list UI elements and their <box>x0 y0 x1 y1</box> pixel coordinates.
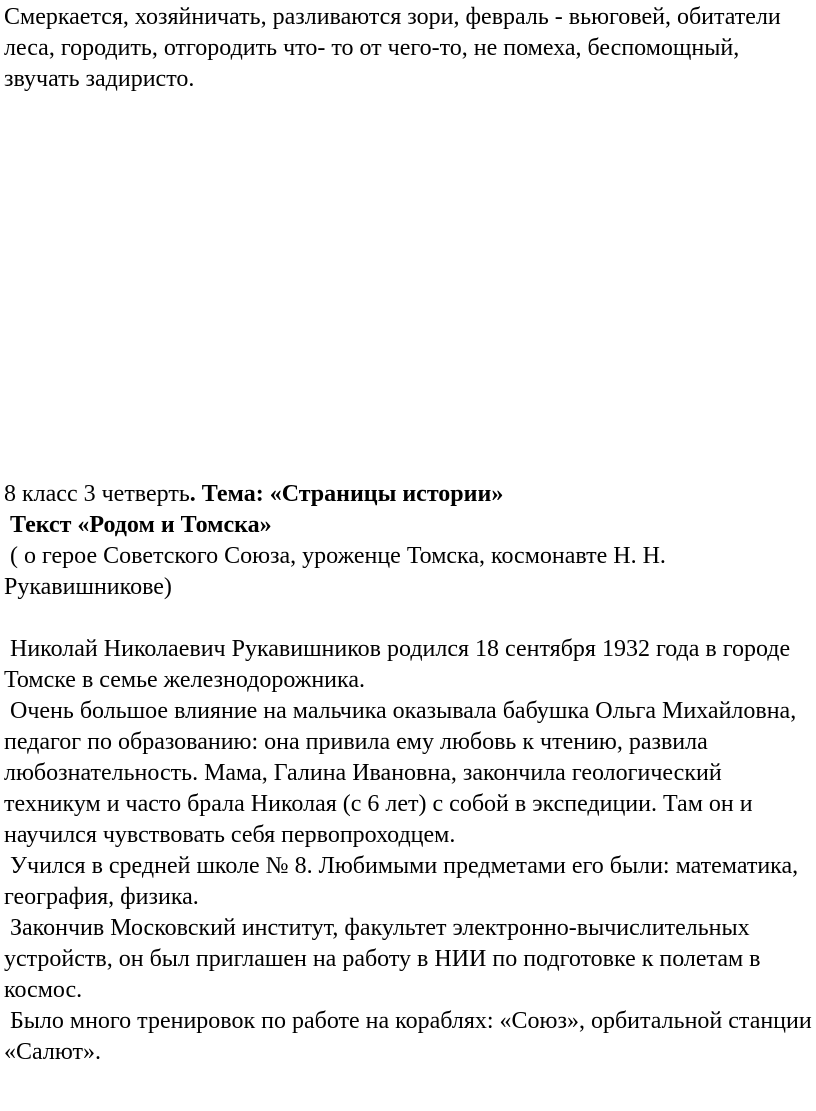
lesson-block <box>4 479 812 1068</box>
vocabulary-block <box>4 2 812 95</box>
subtitle-label: ( о герое Советского Союза, уроженце Томска, космонавте Н. Н. Рукавишникове) <box>4 543 666 600</box>
text-title <box>4 510 812 541</box>
vocabulary-paragraph: Смеркается, хозяйничать, разливаются зори, февраль - вьюговей, обитатели леса, городить, отгородить что- то от чего-то, не помеха, беспомощный, звучать задиристо. <box>4 4 781 92</box>
subtitle <box>4 541 812 603</box>
paragraph-family <box>4 696 812 851</box>
topic-title: . Тема: «Страницы истории» <box>189 481 504 507</box>
paragraph-training <box>4 1006 812 1068</box>
paragraph-text: Учился в средней школе № 8. Любимыми предметами его были: математика, география, физика. <box>4 853 799 910</box>
spacer <box>4 603 812 634</box>
paragraph-school <box>4 851 812 913</box>
lesson-heading <box>4 479 812 510</box>
grade-quarter: 8 класс 3 четверть <box>4 481 190 507</box>
paragraph-text: Было много тренировок по работе на кораблях: «Союз», орбитальной станции «Салют». <box>4 1008 812 1065</box>
paragraph-birth <box>4 634 812 696</box>
paragraph-institute <box>4 913 812 1006</box>
paragraph-text: Очень большое влияние на мальчика оказывала бабушка Ольга Михайловна, педагог по образованию: она привила ему любовь к чтению, развила любознательность. Мама, Галина Ивановна, закончила геологический техникум и часто брала Николая (с 6 лет) с собой в экспедиции. Там он и научился чувствовать себя первопроходцем. <box>4 698 797 848</box>
paragraph-text: Закончив Московский институт, факультет электронно-вычислительных устройств, он был приглашен на работу в НИИ по подготовке к полетам в космос. <box>4 915 761 1003</box>
text-title-label: Текст «Родом и Томска» <box>10 512 272 538</box>
paragraph-text: Николай Николаевич Рукавишников родился 18 сентября 1932 года в городе Томске в семье железнодорожника. <box>4 636 791 693</box>
